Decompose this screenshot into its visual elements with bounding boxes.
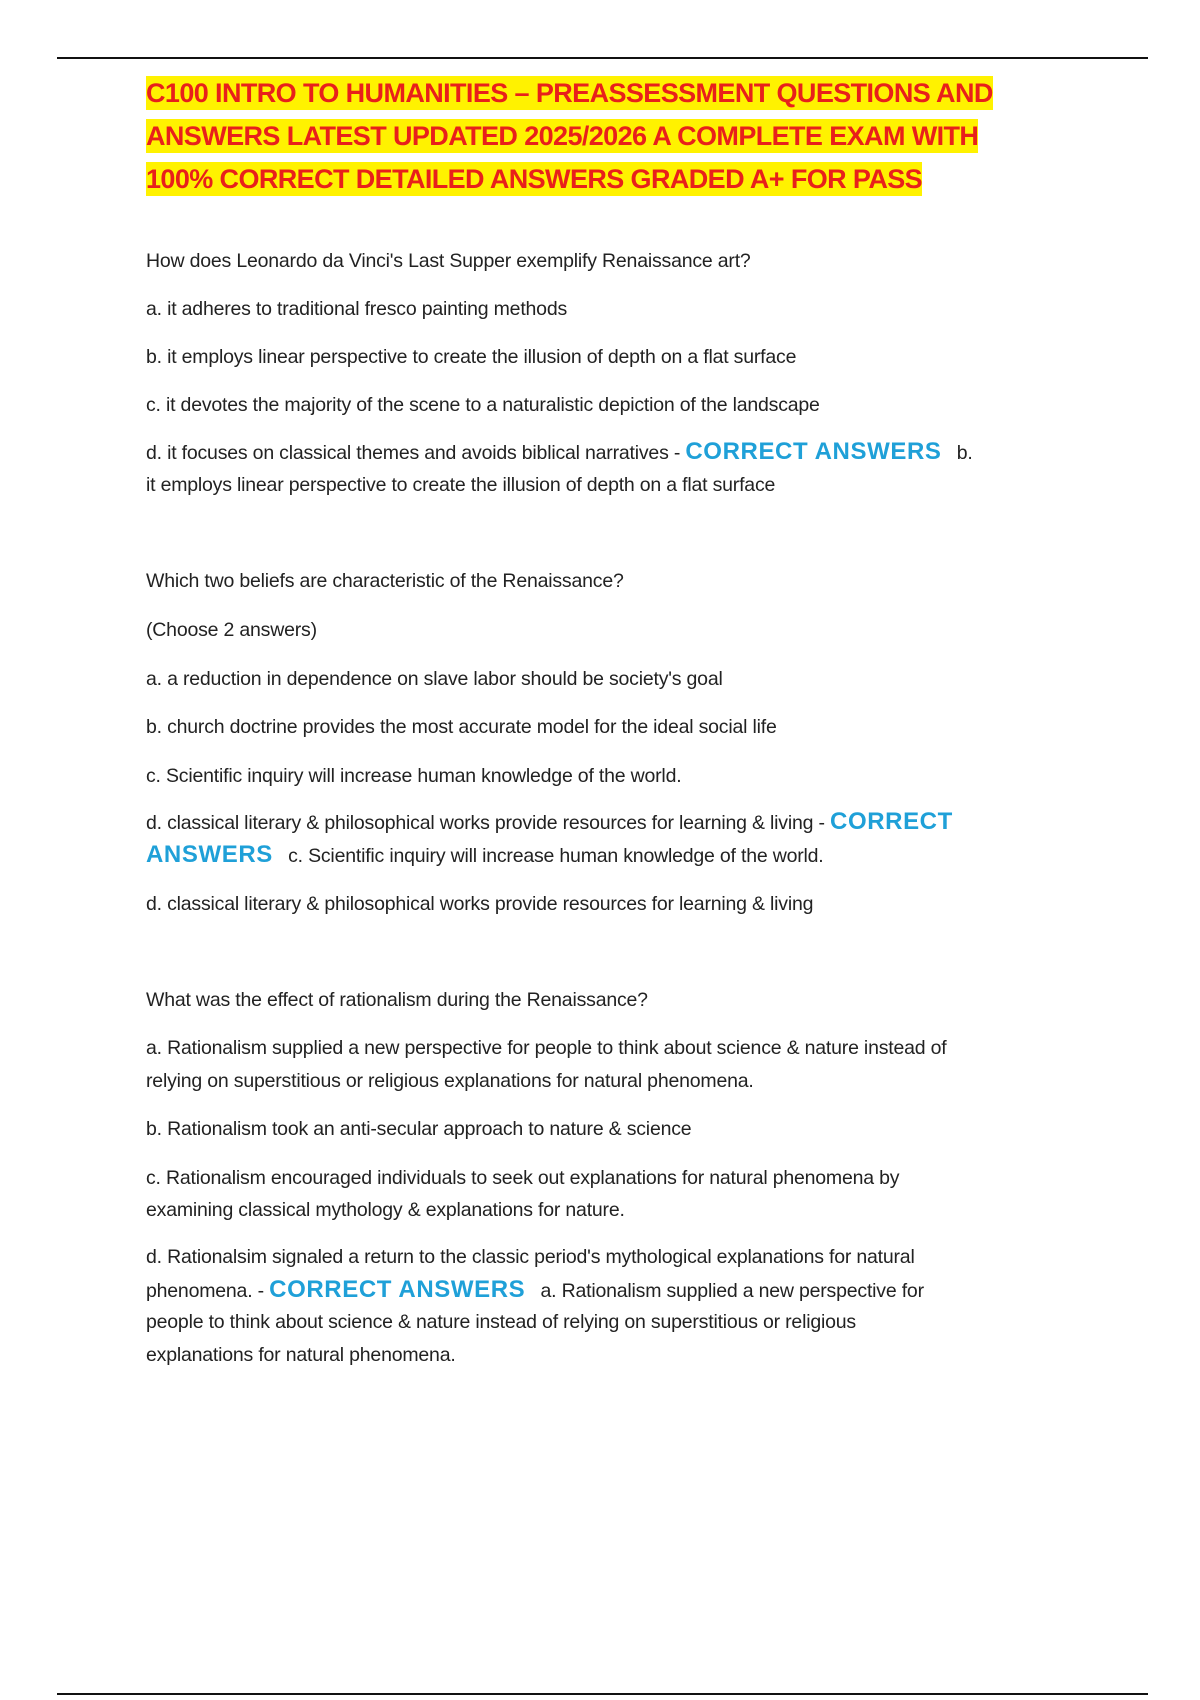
bottom-rule xyxy=(57,1693,1148,1695)
top-rule xyxy=(57,57,1148,59)
q1-answer: it employs linear perspective to create the illusion of depth on a flat surface xyxy=(146,474,776,496)
q1-option-a: a. it adheres to traditional fresco painting methods xyxy=(146,298,568,320)
q3-option-a: a. Rationalism supplied a new perspective for people to think about science & nature instead of xyxy=(146,1037,947,1059)
q1-option-c: c. it devotes the majority of the scene to a naturalistic depiction of the landscape xyxy=(146,394,820,416)
q3-option-c-cont: examining classical mythology & explanations for nature. xyxy=(146,1199,625,1221)
q3-option-d-cont xyxy=(146,1275,924,1306)
title-line: 100% CORRECT DETAILED ANSWERS GRADED A+ FOR PASS xyxy=(146,164,923,194)
q2-option-c: c. Scientific inquiry will increase human knowledge of the world. xyxy=(146,765,682,787)
document-title xyxy=(146,72,993,201)
title-line: C100 INTRO TO HUMANITIES – PREASSESSMENT QUESTIONS AND xyxy=(146,78,993,108)
q1-option-d xyxy=(146,437,973,468)
q2-option-b: b. church doctrine provides the most accurate model for the ideal social life xyxy=(146,716,777,738)
answer-text: b. xyxy=(956,442,973,464)
q3-option-d: d. Rationalsim signaled a return to the classic period's mythological explanations for natural xyxy=(146,1246,915,1268)
q3-answer-cont: explanations for natural phenomena. xyxy=(146,1344,456,1366)
q3-answer-cont: people to think about science & nature instead of relying on superstitious or religious xyxy=(146,1311,856,1333)
answer-text: a. Rationalism supplied a new perspective for xyxy=(540,1280,924,1302)
q2-option-d xyxy=(146,807,963,838)
correct-answers-label: CORRECT ANSWERS xyxy=(269,1276,526,1303)
q2-answer-1 xyxy=(146,840,824,871)
q1-option-b: b. it employs linear perspective to create the illusion of depth on a flat surface xyxy=(146,346,797,368)
answer-text: c. Scientific inquiry will increase human knowledge of the world. xyxy=(288,845,824,867)
q3-option-c: c. Rationalism encouraged individuals to seek out explanations for natural phenomena by xyxy=(146,1167,900,1189)
q2-option-a: a. a reduction in dependence on slave labor should be society's goal xyxy=(146,668,723,690)
q2-note: (Choose 2 answers) xyxy=(146,619,317,641)
correct-answers-label: ANSWERS xyxy=(146,841,273,868)
option-text: phenomena. - xyxy=(146,1280,264,1302)
option-text: d. it focuses on classical themes and avoids biblical narratives - xyxy=(146,442,681,464)
question-1: How does Leonardo da Vinci's Last Supper exemplify Renaissance art? xyxy=(146,250,751,272)
title-line: ANSWERS LATEST UPDATED 2025/2026 A COMPLETE EXAM WITH xyxy=(146,121,979,151)
q3-option-a-cont: relying on superstitious or religious explanations for natural phenomena. xyxy=(146,1070,754,1092)
question-2: Which two beliefs are characteristic of the Renaissance? xyxy=(146,570,624,592)
q2-answer-2: d. classical literary & philosophical works provide resources for learning & living xyxy=(146,893,814,915)
correct-answers-label: CORRECT ANSWERS xyxy=(685,438,942,465)
option-text: d. classical literary & philosophical works provide resources for learning & living - xyxy=(146,812,825,834)
question-3: What was the effect of rationalism during the Renaissance? xyxy=(146,989,648,1011)
q3-option-b: b. Rationalism took an anti-secular approach to nature & science xyxy=(146,1118,692,1140)
correct-answers-label: CORRECT xyxy=(830,808,953,835)
